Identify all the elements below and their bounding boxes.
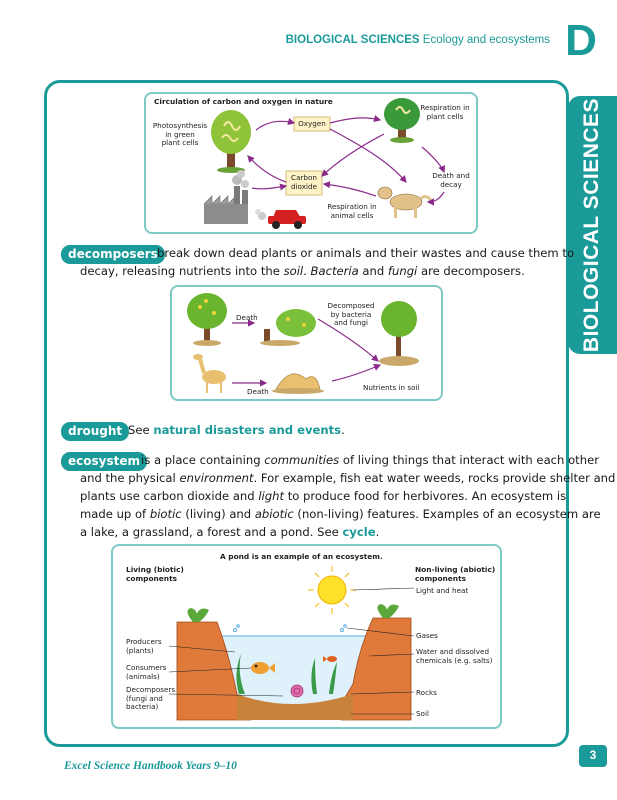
section-subtitle: Ecology and ecosystems: [422, 34, 550, 46]
drought-text: See natural disasters and events.: [128, 423, 345, 437]
label-water: Water and dissolved chemicals (e.g. salts): [416, 647, 493, 665]
tree-alive-icon: [187, 293, 227, 346]
link-cycle[interactable]: cycle: [342, 525, 376, 539]
palm-right-icon: [377, 604, 399, 618]
palm-left-icon: [187, 608, 209, 622]
ecosystem-line-3: plants use carbon dioxide and light to produce food for herbivores. An ecosystem is: [80, 489, 567, 503]
snail-icon: [291, 685, 303, 697]
car-icon: [255, 209, 306, 229]
label-death-decay: Death and decay: [432, 171, 470, 189]
label-rocks: Rocks: [416, 688, 437, 697]
pond-nonliving-heading: Non-living (abiotic) components: [415, 565, 496, 583]
label-consumers: Consumers (animals): [126, 663, 167, 681]
section-letter: D: [565, 16, 597, 65]
pond-title: A pond is an example of an ecosystem.: [220, 552, 383, 561]
label-photosynthesis: Photosynthesis in green plant cells: [152, 121, 208, 147]
label-death-1: Death: [236, 313, 258, 322]
label-decomposed: Decomposed by bacteria and fungi: [327, 301, 375, 327]
ecosystem-line-2: and the physical environment. For example, fish eat water weeds, rocks provide shelter and: [80, 471, 616, 485]
label-producers: Producers (plants): [126, 637, 162, 655]
label-gases: Gases: [416, 631, 438, 640]
ecosystem-line-1: is a place containing communities of living things that interact with each other: [141, 453, 599, 467]
footer-book-title: Excel Science Handbook Years 9–10: [64, 760, 237, 772]
label-soil: Soil: [416, 709, 429, 718]
label-light-heat: Light and heat: [416, 586, 469, 595]
ecosystem-line-5: a lake, a grassland, a forest and a pond. See cycle.: [80, 525, 380, 539]
carbon-diagram-title: Circulation of carbon and oxygen in nature: [154, 97, 333, 106]
header-title: [230, 34, 550, 46]
label-respiration-plant: Respiration in plant cells: [420, 103, 470, 121]
label-carbon-dioxide: Carbon dioxide: [291, 173, 317, 191]
term-drought: drought: [61, 422, 129, 441]
side-tab-text: BIOLOGICAL SCIENCES: [580, 97, 604, 353]
label-death-2: Death: [247, 387, 269, 396]
giraffe-icon: [193, 354, 226, 393]
dog-icon: [378, 187, 431, 218]
sun-icon: [308, 566, 356, 614]
page-number: 3: [589, 748, 597, 762]
tree-photosynthesis-icon: [211, 110, 251, 173]
decomposers-line-2: decay, releasing nutrients into the soil. Bacteria and fungi are decomposers.: [80, 264, 525, 278]
term-ecosystem: ecosystem: [61, 452, 147, 471]
label-decomposers: Decomposers (fungi and bacteria): [126, 685, 176, 711]
label-respiration-animal: Respiration in animal cells: [327, 202, 377, 220]
decomposers-line-1: break down dead plants or animals and their wastes and cause them to: [157, 246, 575, 260]
factory-icon: [204, 170, 249, 224]
link-natural-disasters[interactable]: natural disasters and events: [153, 423, 342, 437]
pond-living-heading: Living (biotic) components: [126, 565, 184, 583]
section-name: BIOLOGICAL SCIENCES: [285, 34, 420, 46]
label-oxygen: Oxygen: [298, 119, 326, 128]
ecosystem-line-4: made up of biotic (living) and abiotic (non-living) features. Examples of an ecosystem are: [80, 507, 601, 521]
new-tree-icon: [379, 301, 419, 366]
term-decomposers: decomposers: [61, 245, 165, 264]
label-nutrients: Nutrients in soil: [363, 383, 420, 392]
fallen-tree-icon: [260, 309, 316, 346]
dead-giraffe-icon: [272, 374, 324, 394]
